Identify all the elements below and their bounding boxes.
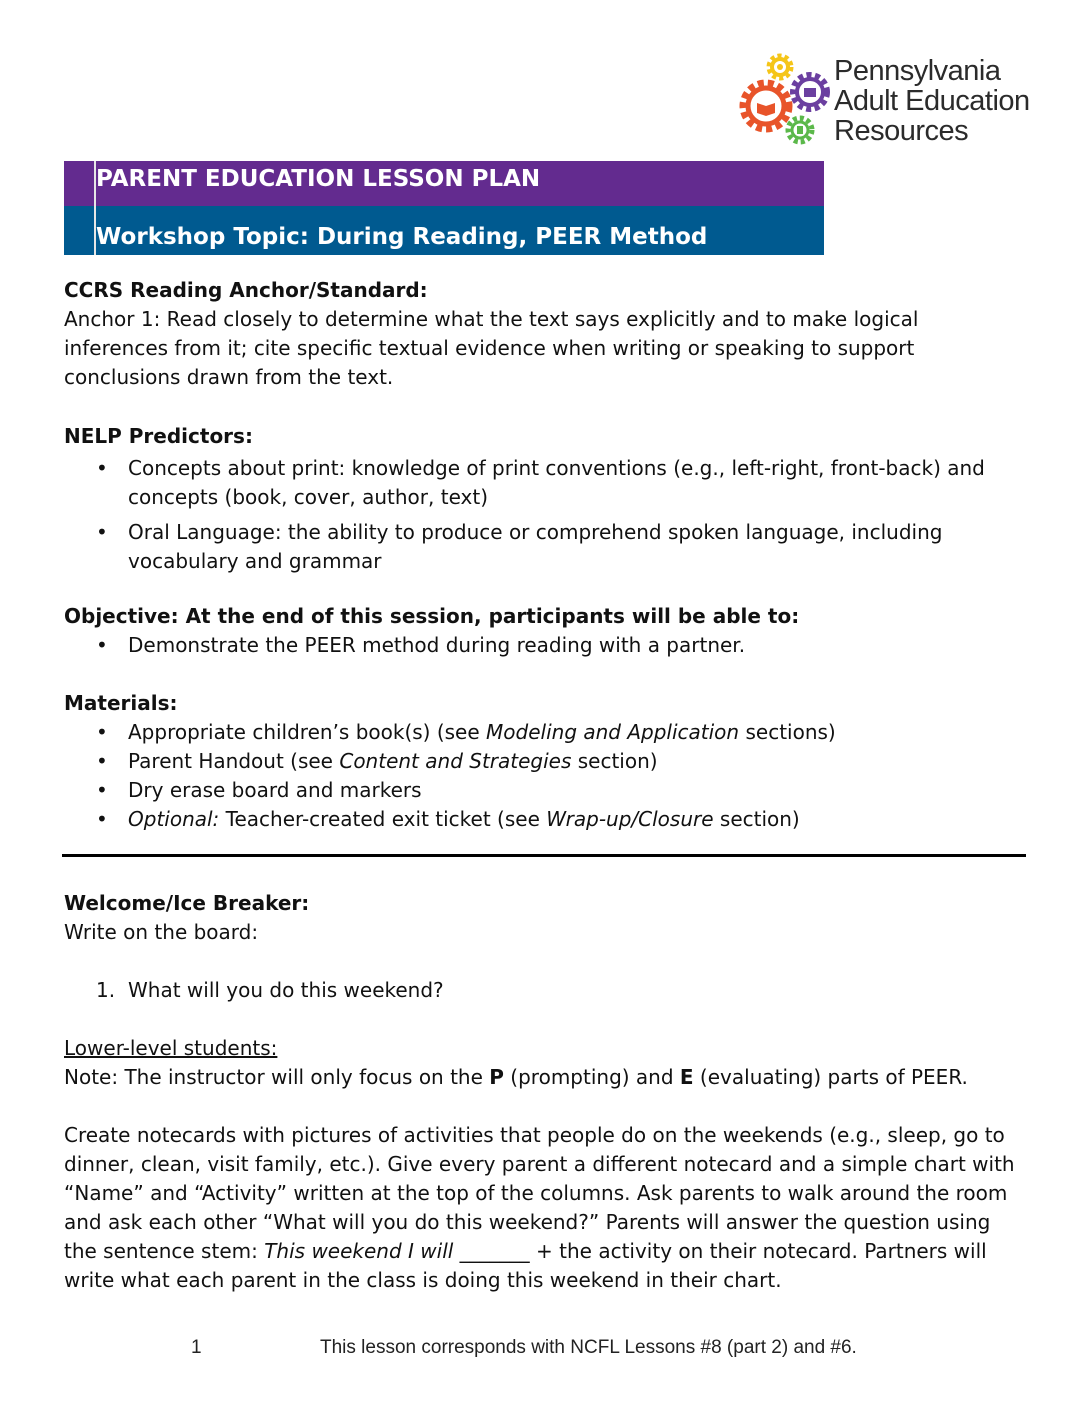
ccrs-text: Anchor 1: Read closely to determine what the text says explicitly and to make logical inferences from it; cite specific textual evidence when writing or speaking to support conclusions drawn from the text. [64,307,919,389]
lesson-plan-banner [64,161,824,206]
banner-divider [94,161,96,255]
footer-note: This lesson corresponds with NCFL Lessons #8 (part 2) and #6. [320,1337,857,1358]
workshop-topic-banner [64,206,824,255]
materials-heading: Materials: [64,691,178,715]
ccrs-heading: CCRS Reading Anchor/Standard: [64,278,428,302]
logo-line-3: Resources [834,115,969,147]
objective-heading: Objective: At the end of this session, participants will be able to: [64,604,800,628]
materials-list [64,718,1024,834]
item-number: 1. [96,978,116,1002]
notecards-instructions: Create notecards with pictures of activities that people do on the weekends (e.g., sleep, go to dinner, clean, visit family, etc.). Give every parent a different notecard and a simple chart with “Name” and “Activity” written at the top of the columns. Ask parents to walk around the room and ask each other “What will you do this weekend?” Parents will answer the question using the sentence stem: This weekend I will _______ + the activity on their notecard. Partners will write what each parent in the class is doing this weekend in their chart. [64,1123,1015,1292]
list-item: • Appropriate children’s book(s) (see Modeling and Application sections) [64,718,1024,747]
welcome-heading: Welcome/Ice Breaker: [64,891,310,915]
lower-level-heading: Lower-level students: [64,1036,278,1060]
logo-line-2: Adult Education [834,85,1030,117]
numbered-item [64,976,1024,1005]
list-item: • Oral Language: the ability to produce or comprehend spoken language, including vocabulary and grammar [64,518,1024,576]
logo-line-1: Pennsylvania [834,55,1001,87]
document-body [64,276,1024,1295]
welcome-instruction: Write on the board: [64,920,259,944]
nelp-list [64,454,1024,576]
list-item: • Optional: Teacher-created exit ticket (see Wrap-up/Closure section) [64,805,1024,834]
workshop-topic: Workshop Topic: During Reading, PEER Method [96,224,708,250]
lower-level-note: Note: The instructor will only focus on the P (prompting) and E (evaluating) parts of PEER. [64,1065,968,1089]
objective-list [64,631,1024,660]
lesson-plan-title: PARENT EDUCATION LESSON PLAN [96,166,541,192]
list-item: • Concepts about print: knowledge of print conventions (e.g., left-right, front-back) and concepts (book, cover, author, text) [64,454,1024,512]
nelp-heading: NELP Predictors: [64,424,253,448]
logo [738,50,1068,150]
gears-logo-icon [738,50,834,150]
icebreaker-question: What will you do this weekend? [128,978,444,1002]
list-item: • Demonstrate the PEER method during reading with a partner. [64,631,1024,660]
logo-text [834,56,1030,146]
page-number: 1 [191,1337,202,1358]
list-item: • Parent Handout (see Content and Strategies section) [64,747,1024,776]
list-item: • Dry erase board and markers [64,776,1024,805]
